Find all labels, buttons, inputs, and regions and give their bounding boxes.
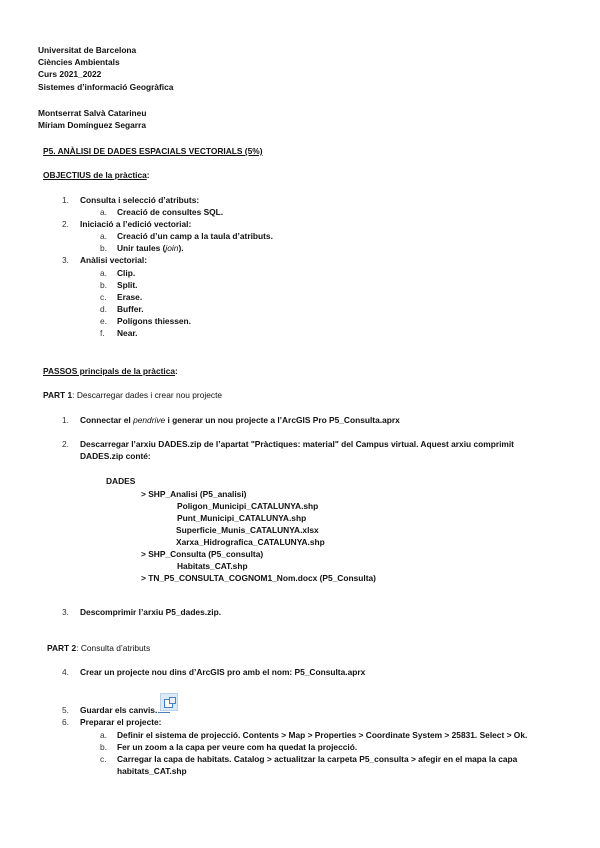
list-number: 4. — [62, 667, 69, 677]
tree-folder-consulta: > SHP_Consulta (P5_consulta) — [141, 549, 264, 559]
university-name: Universitat de Barcelona — [38, 45, 137, 55]
author-1: Montserrat Salvà Catarineu — [38, 108, 147, 118]
tree-file: Superficie_Munis_CATALUNYA.xlsx — [176, 525, 319, 535]
tree-file: Poligon_Municipi_CATALUNYA.shp — [177, 501, 319, 511]
objective-3c: Erase. — [117, 292, 143, 302]
list-letter: b. — [100, 742, 107, 752]
step-1-after: i generar un nou projecte a l’ArcGIS Pro P5_Consulta.aprx — [165, 415, 400, 425]
list-number: 1. — [62, 195, 69, 205]
step-1-before: Connectar el — [80, 415, 134, 425]
tree-file: Punt_Municipi_CATALUNYA.shp — [177, 513, 307, 523]
step-2-line1: Descarregar l’arxiu DADES.zip de l’apartat "Pràctiques: material" del Campus virtual. Aquest arxiu comprimit — [80, 439, 514, 449]
list-letter: a. — [100, 231, 107, 241]
part1-heading — [43, 390, 222, 401]
author-2: Míriam Domínguez Segarra — [38, 120, 146, 130]
step-6c: Carregar la capa de habitats. Catalog > actualitzar la carpeta P5_consulta > afegir en el mapa la capa — [117, 754, 518, 764]
tree-folder-analisi: > SHP_Analisi (P5_analisi) — [141, 489, 247, 499]
list-letter: b. — [100, 243, 107, 253]
part1-label: PART 1 — [43, 390, 73, 400]
list-letter: c. — [100, 754, 107, 764]
steps-heading — [43, 366, 178, 377]
objectives-heading — [43, 170, 150, 181]
tree-root: DADES — [106, 476, 136, 486]
objective-2b-italic: join — [165, 243, 179, 253]
list-number: 3. — [62, 255, 69, 265]
subject-name: Sistemes d’informació Geogràfica — [38, 82, 174, 92]
course-year: Curs 2021_2022 — [38, 69, 102, 79]
save-icon-underline — [158, 712, 170, 713]
part2-title: : Consulta d’atributs — [76, 643, 151, 653]
part2-label: PART 2 — [47, 643, 77, 653]
objective-1a: Creació de consultes SQL. — [117, 207, 224, 217]
objective-2b-after: ). — [178, 243, 184, 253]
step-3: Descomprimir l’arxiu P5_dades.zip. — [80, 607, 222, 617]
steps-heading-text: PASSOS principals de la pràctica — [43, 366, 176, 376]
list-letter: a. — [100, 207, 107, 217]
list-number: 6. — [62, 717, 69, 727]
objectives-heading-colon: : — [146, 170, 150, 180]
list-number: 2. — [62, 439, 69, 449]
steps-heading-colon: : — [175, 366, 178, 376]
tree-doc: > TN_P5_CONSULTA_COGNOM1_Nom.docx (P5_Consulta) — [141, 573, 376, 583]
page-title: P5. ANÀLISI DE DADES ESPACIALS VECTORIALS (5%) — [43, 146, 263, 156]
step-6: Preparar el projecte: — [80, 717, 162, 727]
list-letter: c. — [100, 292, 107, 302]
objective-2a: Creació d’un camp a la taula d’atributs. — [117, 231, 273, 241]
step-6b: Fer un zoom a la capa per veure com ha quedat la projecció. — [117, 742, 358, 752]
step-6c-line2: habitats_CAT.shp — [117, 766, 187, 776]
objective-3e: Polígons thiessen. — [117, 316, 191, 326]
save-icon — [160, 693, 178, 711]
part1-title: : Descarregar dades i crear nou projecte — [72, 390, 223, 400]
list-letter: a. — [100, 730, 107, 740]
step-1-italic: pendrive — [133, 415, 166, 425]
part2-heading — [47, 643, 150, 654]
list-letter: b. — [100, 280, 107, 290]
degree-name: Ciències Ambientals — [38, 57, 120, 67]
objective-2b-text: Unir taules ( — [117, 243, 166, 253]
list-number: 5. — [62, 705, 69, 715]
step-1 — [80, 415, 400, 426]
list-letter: f. — [100, 328, 105, 338]
objective-2b — [117, 243, 184, 254]
step-4: Crear un projecte nou dins d’ArcGIS pro amb el nom: P5_Consulta.aprx — [80, 667, 366, 677]
tree-file: Xarxa_Hidrografica_CATALUNYA.shp — [176, 537, 325, 547]
objective-1: Consulta i selecció d’atributs: — [80, 195, 200, 205]
step-6a: Definir el sistema de projecció. Contents > Map > Properties > Coordinate System > 25831. Select > Ok. — [117, 730, 528, 740]
step-5: Guardar els canvis. — [80, 705, 158, 715]
objective-3b: Split. — [117, 280, 138, 290]
objective-3a: Clip. — [117, 268, 136, 278]
objective-3: Anàlisi vectorial: — [80, 255, 148, 265]
list-number: 1. — [62, 415, 69, 425]
objective-3d: Buffer. — [117, 304, 144, 314]
tree-file: Habitats_CAT.shp — [177, 561, 248, 571]
list-letter: a. — [100, 268, 107, 278]
list-number: 3. — [62, 607, 69, 617]
step-2-line2: DADES.zip conté: — [80, 451, 151, 461]
objective-2: Iniciació a l’edició vectorial: — [80, 219, 192, 229]
list-number: 2. — [62, 219, 69, 229]
objective-3f: Near. — [117, 328, 138, 338]
list-letter: d. — [100, 304, 107, 314]
list-letter: e. — [100, 316, 107, 326]
objectives-heading-text: OBJECTIUS de la pràctica — [43, 170, 147, 180]
